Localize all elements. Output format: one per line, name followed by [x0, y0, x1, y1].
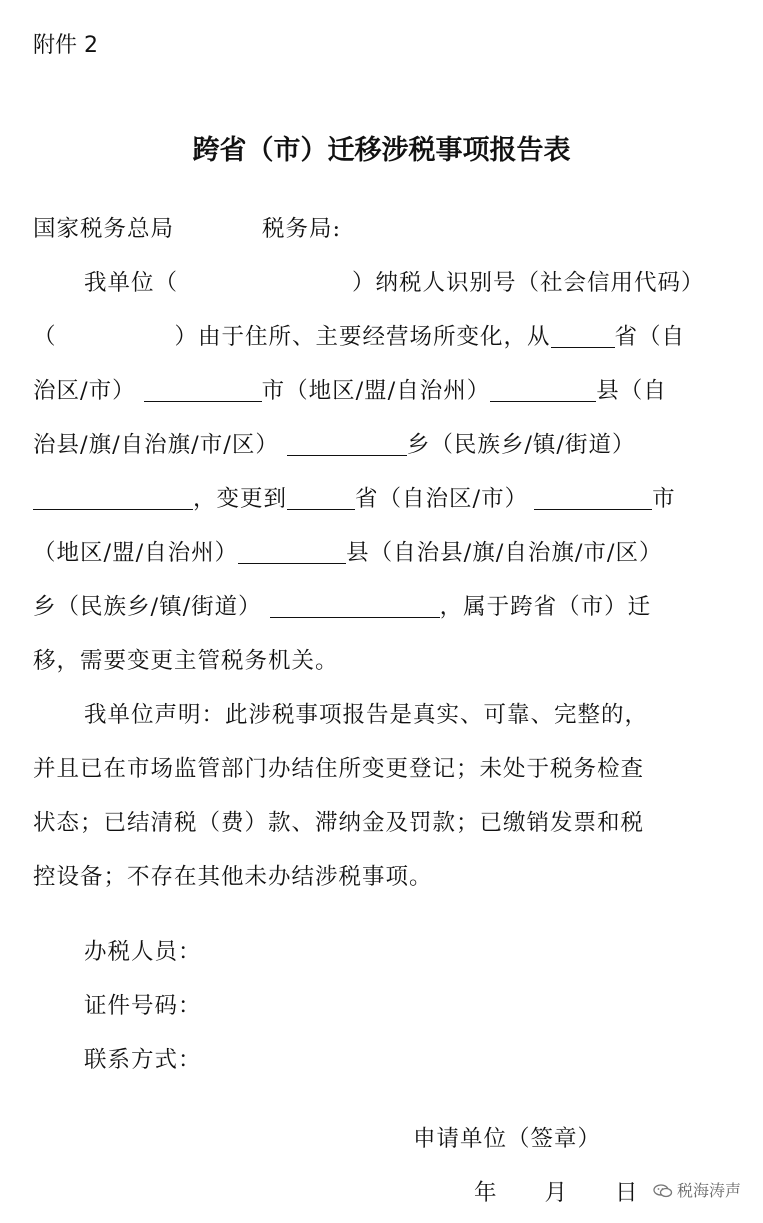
applicant-signature-label: 申请单位（签章） [413, 1126, 602, 1152]
page-title: 跨省（市）迁移涉税事项报告表 [192, 135, 571, 166]
body-line-1 [84, 268, 705, 298]
body-line-3 [33, 376, 667, 406]
body-text: ）纳税人识别号（社会信用代码） [352, 270, 705, 296]
body-text: 县（自治县/旗/自治旗/市/区） [346, 540, 663, 566]
declaration-line-2: 并且已在市场监管部门办结住所变更登记；未处于税务检查 [33, 756, 645, 782]
body-line-4 [33, 430, 636, 460]
body-text: 治县/旗/自治旗/市/区） [33, 432, 279, 458]
id-number-label: 证件号码： [84, 993, 202, 1019]
watermark-text: 税海涛声 [676, 1181, 741, 1200]
addressee-org1: 国家税务总局 [33, 216, 175, 242]
body-text: 治区/市） [33, 378, 136, 404]
declaration-line-1: 我单位声明：此涉税事项报告是真实、可靠、完整的， [84, 702, 649, 728]
watermark [653, 1178, 741, 1201]
body-text: 乡（民族乡/镇/街道） [33, 594, 262, 620]
blank-origin-detail[interactable] [33, 485, 193, 510]
body-text: 市（地区/盟/自治州） [261, 378, 491, 404]
body-text: （地区/盟/自治州） [33, 540, 239, 566]
blank-origin-province[interactable] [551, 323, 615, 348]
body-text: 我单位（ [84, 270, 179, 296]
handler-label: 办税人员： [84, 939, 202, 965]
body-line-5 [33, 484, 676, 514]
blank-origin-county[interactable] [490, 377, 596, 402]
blank-dest-township[interactable] [270, 593, 440, 618]
body-text: 乡（民族乡/镇/街道） [406, 432, 636, 458]
blank-origin-city[interactable] [144, 377, 262, 402]
blank-origin-township[interactable] [287, 431, 407, 456]
body-text: （ [33, 324, 57, 350]
addressee-line [33, 214, 341, 244]
blank-dest-city[interactable] [534, 485, 652, 510]
addressee-org2: 税务局: [262, 216, 342, 242]
body-line-7 [33, 592, 651, 622]
body-line-8: 移，需要变更主管税务机关。 [33, 648, 339, 674]
body-text: 市 [652, 486, 676, 512]
contact-label: 联系方式： [84, 1047, 202, 1073]
wechat-icon [653, 1184, 673, 1198]
declaration-line-3: 状态；已结清税（费）款、滞纳金及罚款；已缴销发票和税 [33, 810, 645, 836]
attachment-label: 附件 2 [33, 33, 98, 58]
declaration-line-4: 控设备；不存在其他未办结涉税事项。 [33, 864, 433, 890]
body-text: 省（自治区/市） [355, 486, 529, 512]
blank-dest-province[interactable] [287, 485, 355, 510]
body-text: 县（自 [596, 378, 667, 404]
body-text: ，属于跨省（市）迁 [439, 594, 652, 620]
date-label: 年 月 日 [474, 1180, 639, 1206]
body-line-2 [33, 322, 685, 352]
body-text: 省（自 [614, 324, 686, 350]
body-text: ）由于住所、主要经营场所变化，从 [174, 324, 551, 350]
blank-dest-county[interactable] [238, 539, 346, 564]
body-line-6 [33, 538, 663, 568]
body-text: ，变更到 [193, 486, 288, 512]
